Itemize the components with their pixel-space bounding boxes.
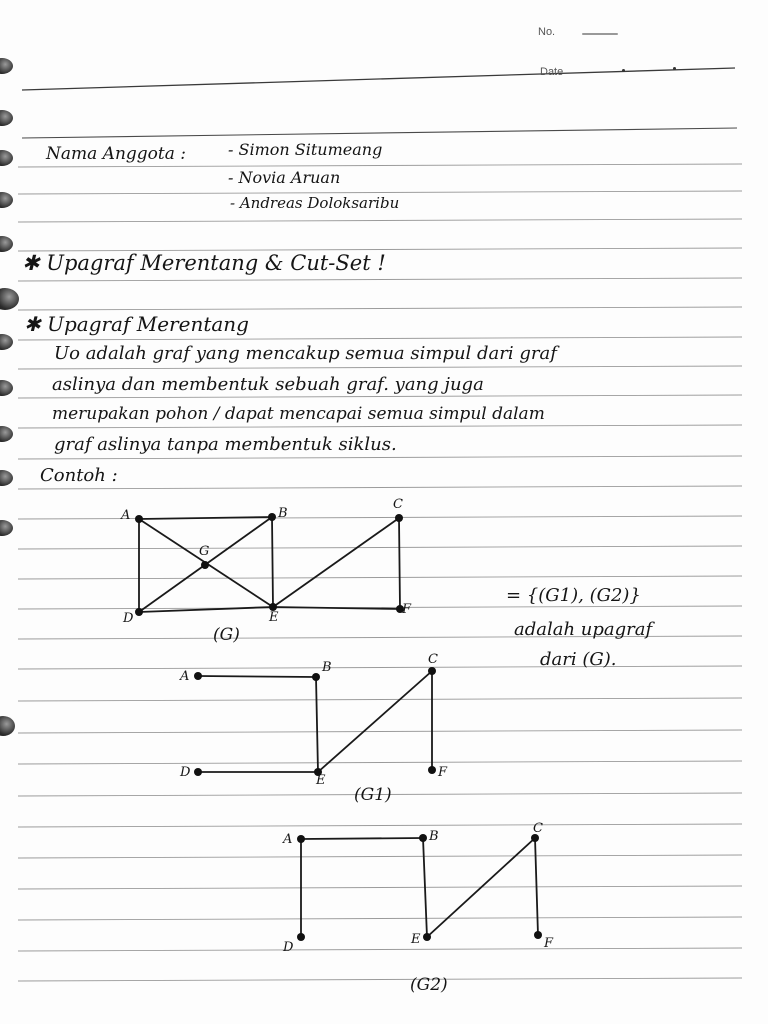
- graph-node-label: A: [121, 508, 131, 523]
- graph-node-e: [423, 933, 431, 941]
- graph-node-label: C: [393, 497, 403, 512]
- graph-node-label: A: [180, 669, 190, 684]
- note-line: dari (G).: [540, 649, 617, 670]
- graph-node-b: [312, 673, 320, 681]
- graph-node-label: D: [283, 940, 294, 955]
- graph-node-b: [268, 513, 276, 521]
- graph-node-label: C: [428, 652, 438, 667]
- subgraph-set: = {(G1), (G2)}: [506, 585, 641, 606]
- graph-node-c: [428, 667, 436, 675]
- graph-node-label: A: [283, 832, 293, 847]
- member-name: - Andreas Doloksaribu: [230, 194, 400, 212]
- graph-node-g: [201, 561, 209, 569]
- graph-edge-ec: [273, 518, 399, 607]
- section-heading: ✱ Upagraf Merentang: [24, 312, 249, 336]
- graph-edge-be: [423, 838, 427, 937]
- graph-node-label: F: [544, 936, 554, 951]
- graph-node-f: [534, 931, 542, 939]
- graph-node-label: E: [411, 932, 421, 947]
- date-label: Date: [540, 66, 564, 78]
- graph-node-a: [194, 672, 202, 680]
- graph-edge-ef: [273, 607, 400, 609]
- graph-node-d: [194, 768, 202, 776]
- graph-node-label: G: [199, 544, 210, 559]
- graph-node-d: [135, 608, 143, 616]
- graph-edge-cf: [535, 838, 538, 935]
- graph-node-f: [428, 766, 436, 774]
- graph-edge-cf: [399, 518, 400, 609]
- graph-edge-de: [139, 607, 273, 612]
- graph-node-d: [297, 933, 305, 941]
- graph-node-label: B: [429, 829, 439, 844]
- graph-g1: [179, 652, 448, 805]
- graph-node-label: D: [180, 765, 191, 780]
- graph-g: [120, 497, 412, 645]
- members-heading: Nama Anggota :: [46, 144, 186, 164]
- graph-node-label: E: [316, 773, 326, 788]
- graph-edge-ab: [139, 517, 272, 519]
- graph-g2: [282, 821, 554, 995]
- graph-node-label: B: [278, 506, 288, 521]
- graph-edge-ec: [427, 838, 535, 937]
- definition-line: graf aslinya tanpa membentuk siklus.: [54, 434, 397, 455]
- member-name: - Novia Aruan: [228, 168, 341, 187]
- graph-node-b: [419, 834, 427, 842]
- member-name: - Simon Situmeang: [228, 140, 383, 159]
- definition-line: merupakan pohon / dapat mencapai semua simpul dalam: [52, 404, 545, 424]
- graph-edge-be: [316, 677, 318, 772]
- graph-node-label: F: [438, 765, 448, 780]
- graph-edge-ec: [318, 671, 432, 772]
- definition-line: aslinya dan membentuk sebuah graf. yang juga: [52, 374, 484, 395]
- graph-node-c: [395, 514, 403, 522]
- graph-node-label: F: [402, 602, 412, 617]
- graph-edge-ab: [301, 838, 423, 839]
- definition-line: Uo adalah graf yang mencakup semua simpul dari graf: [54, 343, 557, 364]
- graph-caption: (G2): [410, 975, 448, 995]
- no-label: No.: [538, 26, 556, 38]
- graph-caption: (G1): [354, 785, 392, 805]
- graph-node-a: [135, 515, 143, 523]
- note-line: adalah upagraf: [514, 619, 653, 640]
- graph-node-label: C: [533, 821, 543, 836]
- graph-node-label: B: [322, 660, 332, 675]
- graph-node-label: D: [123, 611, 134, 626]
- graph-edge-ab: [198, 676, 316, 677]
- graph-caption: (G): [213, 625, 240, 645]
- page-title: ✱ Upagraf Merentang & Cut-Set !: [22, 251, 386, 275]
- graph-node-a: [297, 835, 305, 843]
- graph-edge-be: [272, 517, 273, 607]
- graph-node-label: E: [269, 610, 279, 625]
- example-label: Contoh :: [40, 465, 118, 486]
